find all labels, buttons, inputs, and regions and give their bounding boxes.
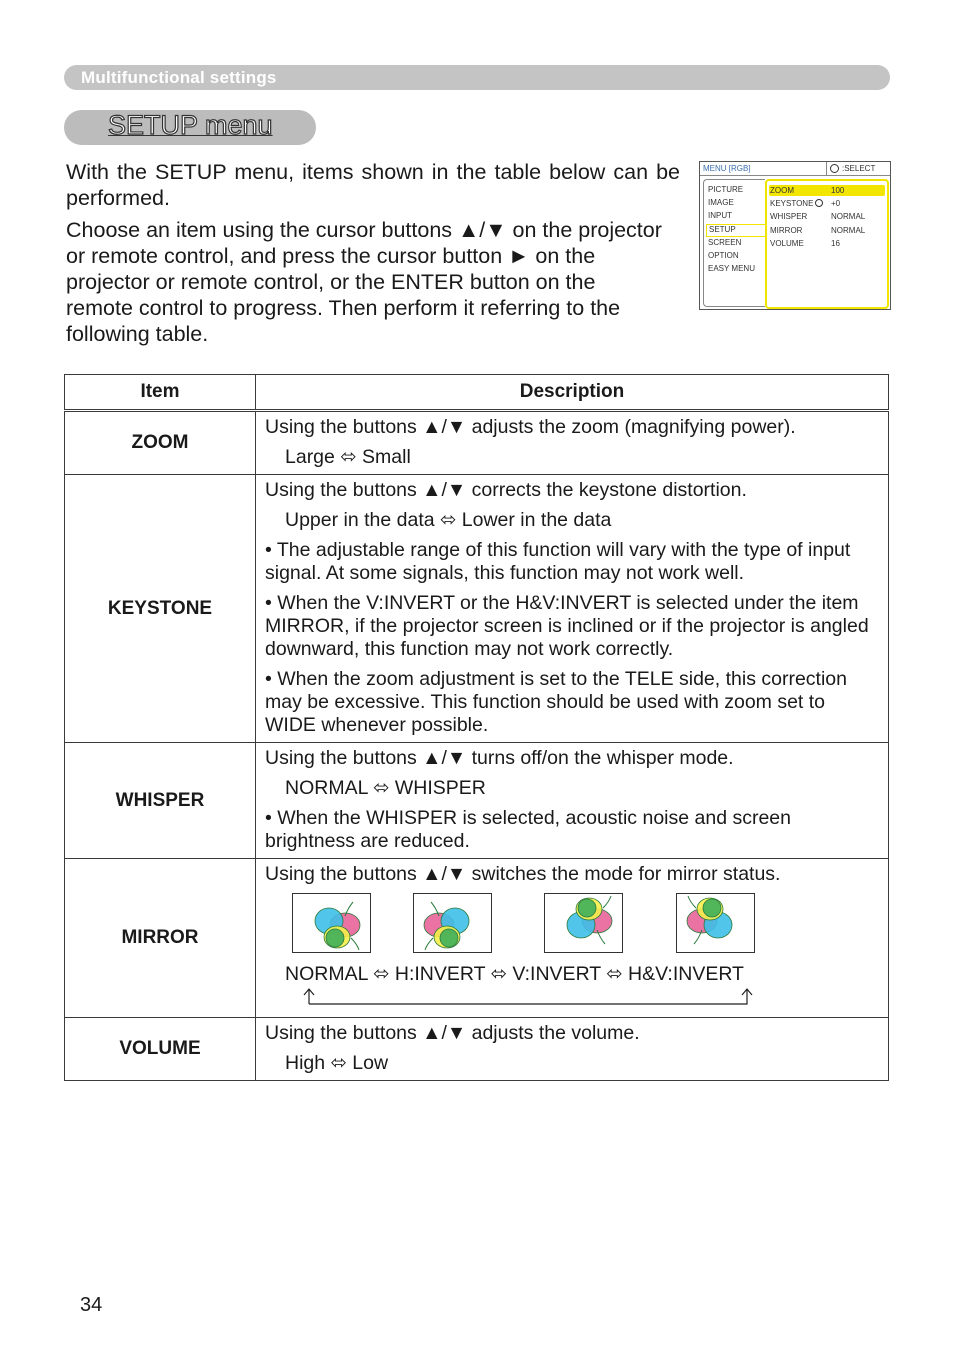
header-description: Description: [256, 375, 889, 411]
osd-sub-row: [769, 211, 885, 222]
item-whisper: WHISPER: [65, 743, 256, 859]
desc-options: Upper in the data ⬄ Lower in the data: [285, 509, 612, 531]
osd-main-menu: [703, 179, 765, 307]
osd-menu-item: INPUT: [708, 211, 732, 220]
osd-sub-key: VOLUME: [770, 239, 804, 248]
desc-zoom: [256, 411, 889, 475]
osd-sub-value: NORMAL: [831, 212, 866, 221]
osd-sub-row: [769, 225, 885, 236]
page-number: 34: [80, 1294, 103, 1316]
osd-sub-value: 16: [831, 239, 840, 248]
mirror-mode-images: [265, 893, 880, 955]
page-title-pill: [64, 110, 316, 145]
table-row-whisper: [65, 743, 889, 859]
mirror-cycle-options: NORMAL ⬄ H:INVERT ⬄ V:INVERT ⬄ H&V:INVERT: [285, 963, 744, 985]
osd-menu-item: PICTURE: [708, 185, 744, 194]
desc-note: • When the V:INVERT or the H&V:INVERT is selected under the item MIRROR, if the projector screen is inclined or if the projector is angled downward, this function may not work correctly.: [265, 592, 869, 660]
desc-line: Using the buttons ▲/▼ corrects the keystone distortion.: [265, 479, 747, 501]
osd-menu-item: EASY MENU: [708, 264, 755, 273]
osd-menu-item: OPTION: [708, 251, 739, 260]
page-title: SETUP menu: [108, 110, 273, 140]
table-row-keystone: [65, 475, 889, 743]
desc-line: Using the buttons ▲/▼ turns off/on the whisper mode.: [265, 747, 734, 769]
section-header-bar: [64, 65, 890, 90]
intro-paragraph-1: With the SETUP menu, items shown in the table below can be performed.: [66, 160, 680, 210]
item-zoom: ZOOM: [65, 411, 256, 475]
desc-keystone: [256, 475, 889, 743]
osd-select-hint: [826, 162, 891, 175]
item-volume: VOLUME: [65, 1018, 256, 1081]
osd-sub-key: WHISPER: [770, 212, 808, 221]
section-label: Multifunctional settings: [81, 68, 277, 87]
intro-paragraph-2: Choose an item using the cursor buttons ▲/▼ on the projector or remote control, and press the cursor button ► on the projector or remote control, or the ENTER button on the remote control to progress. Then perform it referring to the following table.: [66, 218, 662, 346]
osd-sub-key: MIRROR: [770, 226, 803, 235]
mirror-hv-invert-image: [676, 893, 755, 953]
table-header-row: [65, 375, 889, 411]
desc-note: • The adjustable range of this function will vary with the type of input signal. At some signals, this function may not work well.: [265, 539, 851, 584]
osd-sub-value: NORMAL: [831, 226, 866, 235]
osd-menu-item-active: SETUP: [706, 224, 766, 237]
table-row-volume: [65, 1018, 889, 1081]
mirror-normal-image: [292, 893, 371, 953]
table-row-mirror: [65, 859, 889, 1018]
table-row-zoom: [65, 411, 889, 475]
osd-menu-item: SCREEN: [708, 238, 742, 247]
desc-options: Large ⬄ Small: [285, 446, 411, 468]
osd-sub-row-highlighted: [769, 185, 885, 196]
desc-options: High ⬄ Low: [285, 1052, 389, 1074]
mirror-cycle-arrow: [265, 986, 880, 1012]
osd-sub-row: [769, 198, 885, 209]
osd-sub-value: 100: [831, 186, 845, 195]
osd-sub-value: +0: [831, 199, 841, 208]
desc-volume: [256, 1018, 889, 1081]
item-keystone: KEYSTONE: [65, 475, 256, 743]
desc-whisper: [256, 743, 889, 859]
desc-line: Using the buttons ▲/▼ adjusts the volume.: [265, 1022, 640, 1044]
desc-note: • When the zoom adjustment is set to the TELE side, this correction may be excessive. This function should be used with zoom set to WIDE whenever possible.: [265, 668, 847, 736]
osd-sub-key-text: KEYSTONE: [770, 199, 814, 208]
item-mirror: MIRROR: [65, 859, 256, 1018]
header-item: Item: [65, 375, 256, 411]
desc-line: Using the buttons ▲/▼ adjusts the zoom (magnifying power).: [265, 416, 796, 438]
desc-line: Using the buttons ▲/▼ switches the mode for mirror status.: [265, 863, 781, 885]
osd-header: [700, 162, 890, 176]
osd-menu-item: IMAGE: [708, 198, 734, 207]
osd-sub-row: [769, 238, 885, 249]
osd-menu-title: MENU [RGB]: [703, 164, 751, 173]
osd-menu-illustration: [699, 161, 891, 310]
cycle-return-arrow-icon: [265, 986, 825, 1012]
mirror-v-invert-image: [544, 893, 623, 953]
mirror-h-invert-image: [413, 893, 492, 953]
keystone-icon: [815, 199, 823, 207]
osd-sub-key: ZOOM: [770, 186, 794, 195]
setup-items-table: [64, 374, 889, 1081]
desc-mirror: [256, 859, 889, 1018]
osd-sub-key: [770, 199, 823, 208]
osd-select-label: :SELECT: [842, 164, 876, 173]
select-button-icon: [830, 164, 839, 173]
osd-sub-menu: [765, 179, 889, 309]
desc-note: • When the WHISPER is selected, acoustic noise and screen brightness are reduced.: [265, 807, 791, 852]
desc-options: NORMAL ⬄ WHISPER: [285, 777, 486, 799]
